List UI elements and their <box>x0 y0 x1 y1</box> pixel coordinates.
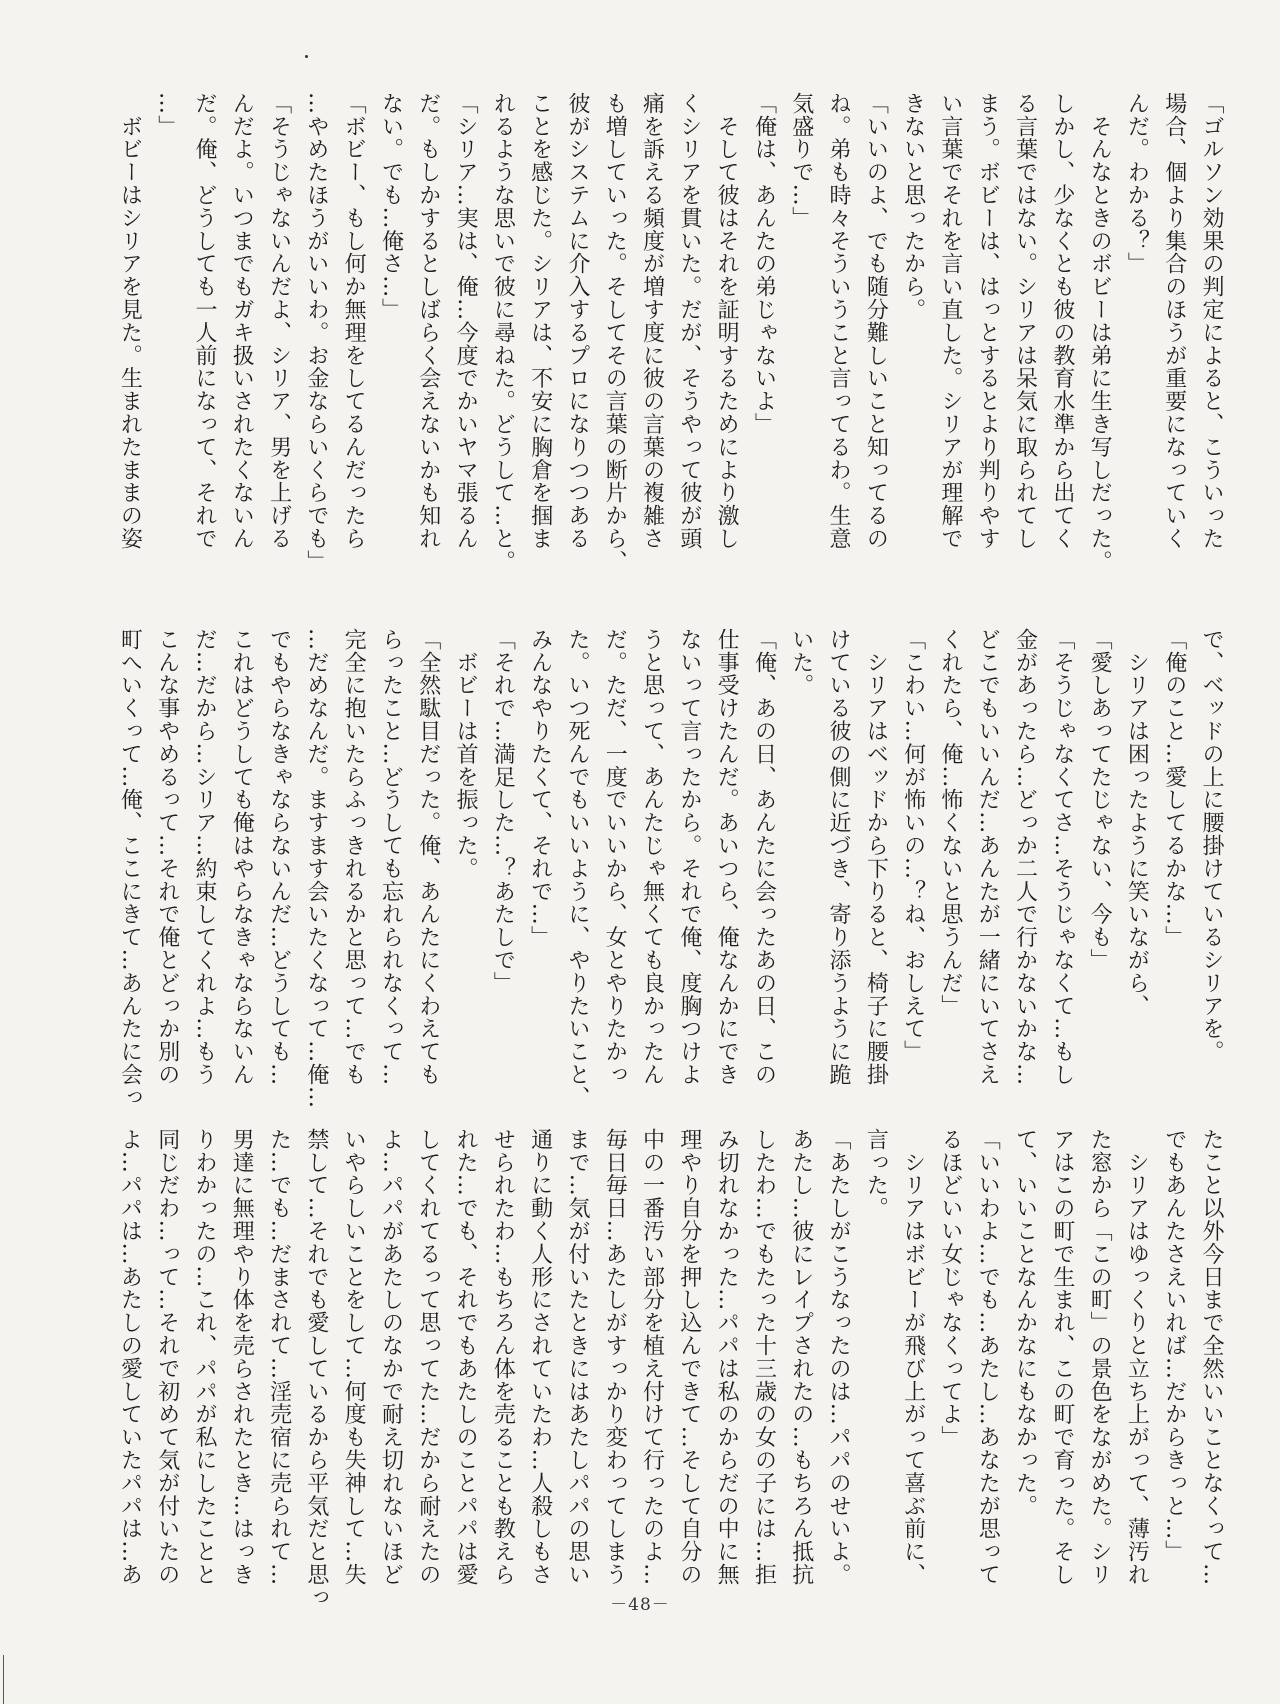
text-line: 「愛しあってたじゃない、今も」 <box>1087 628 1113 972</box>
text-line: したわ…でもたった十三歳の女の子には…拒 <box>751 1128 777 1586</box>
text-line: …だめなんだ。ますます会いたくなって…俺… <box>303 628 329 1109</box>
text-line: いやらしいことをして…何度も失神して…失 <box>341 1128 367 1586</box>
text-line: でもあんたさえいれば…だからきっと…」 <box>1161 1128 1187 1564</box>
text-line: まう。ボビーは、はっとするとより判りやす <box>975 92 1001 550</box>
text-line: 場合、個より集合のほうが重要になっていく <box>1161 92 1187 550</box>
text-line: い言葉でそれを言い直した。シリアが理解で <box>937 92 963 550</box>
text-line: 仕事受けたんだ。あいつら、俺なんかにでき <box>714 628 740 1086</box>
text-line: まで…気が付いたときにはあたしパパの思い <box>564 1128 590 1586</box>
text-line: 「ゴルソン効果の判定によると、こういった <box>1199 92 1224 550</box>
text-line: ない。でも…俺さ…」 <box>378 92 404 321</box>
text-line: た…でも…だまされて…淫売宿に売られて… <box>266 1128 292 1586</box>
text-line: 理やり自分を押し込んできて…そして自分の <box>676 1128 702 1586</box>
text-line: ボビーは首を振った。 <box>453 628 479 880</box>
text-line: 「俺、あの日、あんたに会ったあの日、この <box>751 628 777 1086</box>
text-line: してくれてるって思ってた…だから耐えたの <box>415 1128 441 1586</box>
text-line: 「こわい…何が怖いの…？ね、おしえて」 <box>900 628 926 1064</box>
text-line: ことを感じた。シリアは、不安に胸倉を掴ま <box>527 92 553 550</box>
text-line: 「いいのよ、でも随分難しいこと知ってるの <box>863 92 889 550</box>
text-line: んだ。わかる？」 <box>1124 92 1150 276</box>
text-line: 中の一番汚い部分を植え付けて行ったのよ… <box>639 1128 665 1586</box>
text-line: 通りに動く人形にされていたわ…人殺しもさ <box>527 1128 553 1586</box>
text-line: 町へいくって…俺、ここにきて…あんたに会っ <box>117 628 143 1109</box>
text-line: だ。ただ、一度でいいから、女とやりたかっ <box>602 628 628 1086</box>
text-line: んだよ。いつまでもガキ扱いされたくないん <box>229 92 255 550</box>
text-line: きないと思ったから。 <box>900 92 926 321</box>
text-line: て、いいことなんかなにもなかった。 <box>1012 1128 1038 1518</box>
text-line: 気盛りで…」 <box>788 92 814 230</box>
text-line: そんなときのボビーは弟に生き写しだった。 <box>1087 92 1113 573</box>
text-line: る言葉ではない。シリアは呆気に取られてし <box>1012 92 1038 550</box>
text-line: シリアはゆっくりと立ち上がって、薄汚れ <box>1124 1128 1150 1586</box>
text-line: シリアはボビーが飛び上がって喜ぶ前に、 <box>900 1128 926 1586</box>
text-line: でもやらなきゃならないんだ…どうしても… <box>266 628 292 1086</box>
text-line: 禁して…それでも愛しているから平気だと思っ <box>303 1128 329 1609</box>
text-line: 「ボビー、もし何か無理をしてるんだったら <box>341 92 367 550</box>
text-line: …」 <box>154 92 180 138</box>
text-line: た窓から「この町」の景色をながめた。シリ <box>1087 1128 1113 1586</box>
text-line: 「そうじゃなくてさ…そうじゃなくて…もし <box>1049 628 1075 1086</box>
text-line: アはこの町で生まれ、この町で育った。そし <box>1049 1128 1075 1586</box>
text-line: よ…パパは…あたしの愛していたパパは…あ <box>117 1128 143 1586</box>
text-line: らったこと…どうしても忘れられなくって… <box>378 628 404 1086</box>
text-line: どこでもいいんだ…あんたが一緒にいてさえ <box>975 628 1001 1086</box>
text-line: み切れなかった…パパは私のからだの中に無 <box>714 1128 740 1586</box>
scan-speck <box>305 55 308 58</box>
text-block-middle <box>110 628 1230 1109</box>
text-line: 金があったら…どっか二人で行かないかな… <box>1012 628 1038 1086</box>
text-line: 「俺は、あんたの弟じゃないよ」 <box>751 92 777 436</box>
text-line: くシリアを貫いた。だが、そうやって彼が頭 <box>676 92 702 550</box>
page-edge-line <box>3 1655 4 1704</box>
text-line: るほどいい女じゃなくってよ」 <box>937 1128 963 1449</box>
text-line: 彼がシステムに介入するプロになりつつある <box>564 92 590 550</box>
text-line: ないって言ったから。それで俺、度胸つけよ <box>676 628 702 1086</box>
text-line: 「それで…満足した…？あたしで」 <box>490 628 516 995</box>
text-line: ボビーはシリアを見た。生まれたままの姿 <box>117 92 143 550</box>
text-line: も増していった。そしてその言葉の断片から、 <box>602 92 628 573</box>
text-line: だ。俺、どうしても一人前になって、それで <box>191 92 217 550</box>
text-line: 男達に無理やり体を売らされたとき…はっき <box>229 1128 255 1586</box>
text-line: 「シリア…実は、俺…今度でかいヤマ張るん <box>453 92 479 550</box>
text-line: シリアはベッドから下りると、椅子に腰掛 <box>863 628 889 1086</box>
text-line: たこと以外今日まで全然いいことなくって… <box>1199 1128 1224 1586</box>
text-line: これはどうしても俺はやらなきゃならないん <box>229 628 255 1086</box>
text-line: 「あたしがこうなったのは…パパのせいよ。 <box>826 1128 852 1586</box>
text-line: みんなやりたくて、それで…」 <box>527 628 553 949</box>
text-line: しかし、少なくとも彼の教育水準から出てく <box>1049 92 1075 550</box>
text-line: こんな事やめるって…それで俺とどっか別の <box>154 628 180 1086</box>
text-line: だ…だから…シリア…約束してくれよ…もう <box>191 628 217 1086</box>
text-line: よ…パパがあたしのなかで耐え切れないほど <box>378 1128 404 1586</box>
text-line: そして彼はそれを証明するためにより激し <box>714 92 740 550</box>
text-line: た。いつ死んでもいいように、やりたいこと、 <box>564 628 590 1109</box>
page-number: －48－ <box>610 1595 670 1615</box>
text-line: …やめたほうがいいわ。お金ならいくらでも」 <box>303 92 329 573</box>
text-line: 「全然駄目だった。俺、あんたにくわえても <box>415 628 441 1086</box>
text-line: けている彼の側に近づき、寄り添うように跪 <box>826 628 852 1086</box>
text-line: うと思って、あんたじゃ無くても良かったん <box>639 628 665 1086</box>
text-line: 「いいわよ…でも…あたし…あなたが思って <box>975 1128 1001 1586</box>
text-line: いた。 <box>788 628 814 697</box>
text-line: 言った。 <box>863 1128 889 1220</box>
text-line: シリアは困ったように笑いながら、 <box>1124 628 1150 1018</box>
text-line: で、ベッドの上に腰掛けているシリアを。 <box>1199 628 1224 1064</box>
text-line: くれたら、俺…怖くないと思うんだ」 <box>937 628 963 1018</box>
text-line: だ。もしかするとしばらく会えないかも知れ <box>415 92 441 550</box>
text-line: 「そうじゃないんだよ、シリア、男を上げる <box>266 92 292 550</box>
text-line: せられたわ…もちろん体を売ることも教えら <box>490 1128 516 1586</box>
text-line: ね。弟も時々そういうこと言ってるわ。生意 <box>826 92 852 550</box>
text-line: れるような思いで彼に尋ねた。どうして…と。 <box>490 92 516 573</box>
text-line: 同じだわ…って…それで初めて気が付いたの <box>154 1128 180 1586</box>
text-line: れた…でも、それでもあたしのことパパは愛 <box>453 1128 479 1586</box>
text-line: 「俺のこと…愛してるかな…」 <box>1161 628 1187 949</box>
text-line: 痛を訴える頻度が増す度に彼の言葉の複雑さ <box>639 92 665 550</box>
text-line: りわかったの…これ、パパが私にしたことと <box>191 1128 217 1586</box>
text-line: 毎日毎日…あたしがすっかり変わってしまう <box>602 1128 628 1586</box>
text-line: 完全に抱いたらふっきれるかと思って…でも <box>341 628 367 1086</box>
text-line: あたし…彼にレイプされたの…もちろん抵抗 <box>788 1128 814 1586</box>
text-block-top <box>110 92 1230 573</box>
